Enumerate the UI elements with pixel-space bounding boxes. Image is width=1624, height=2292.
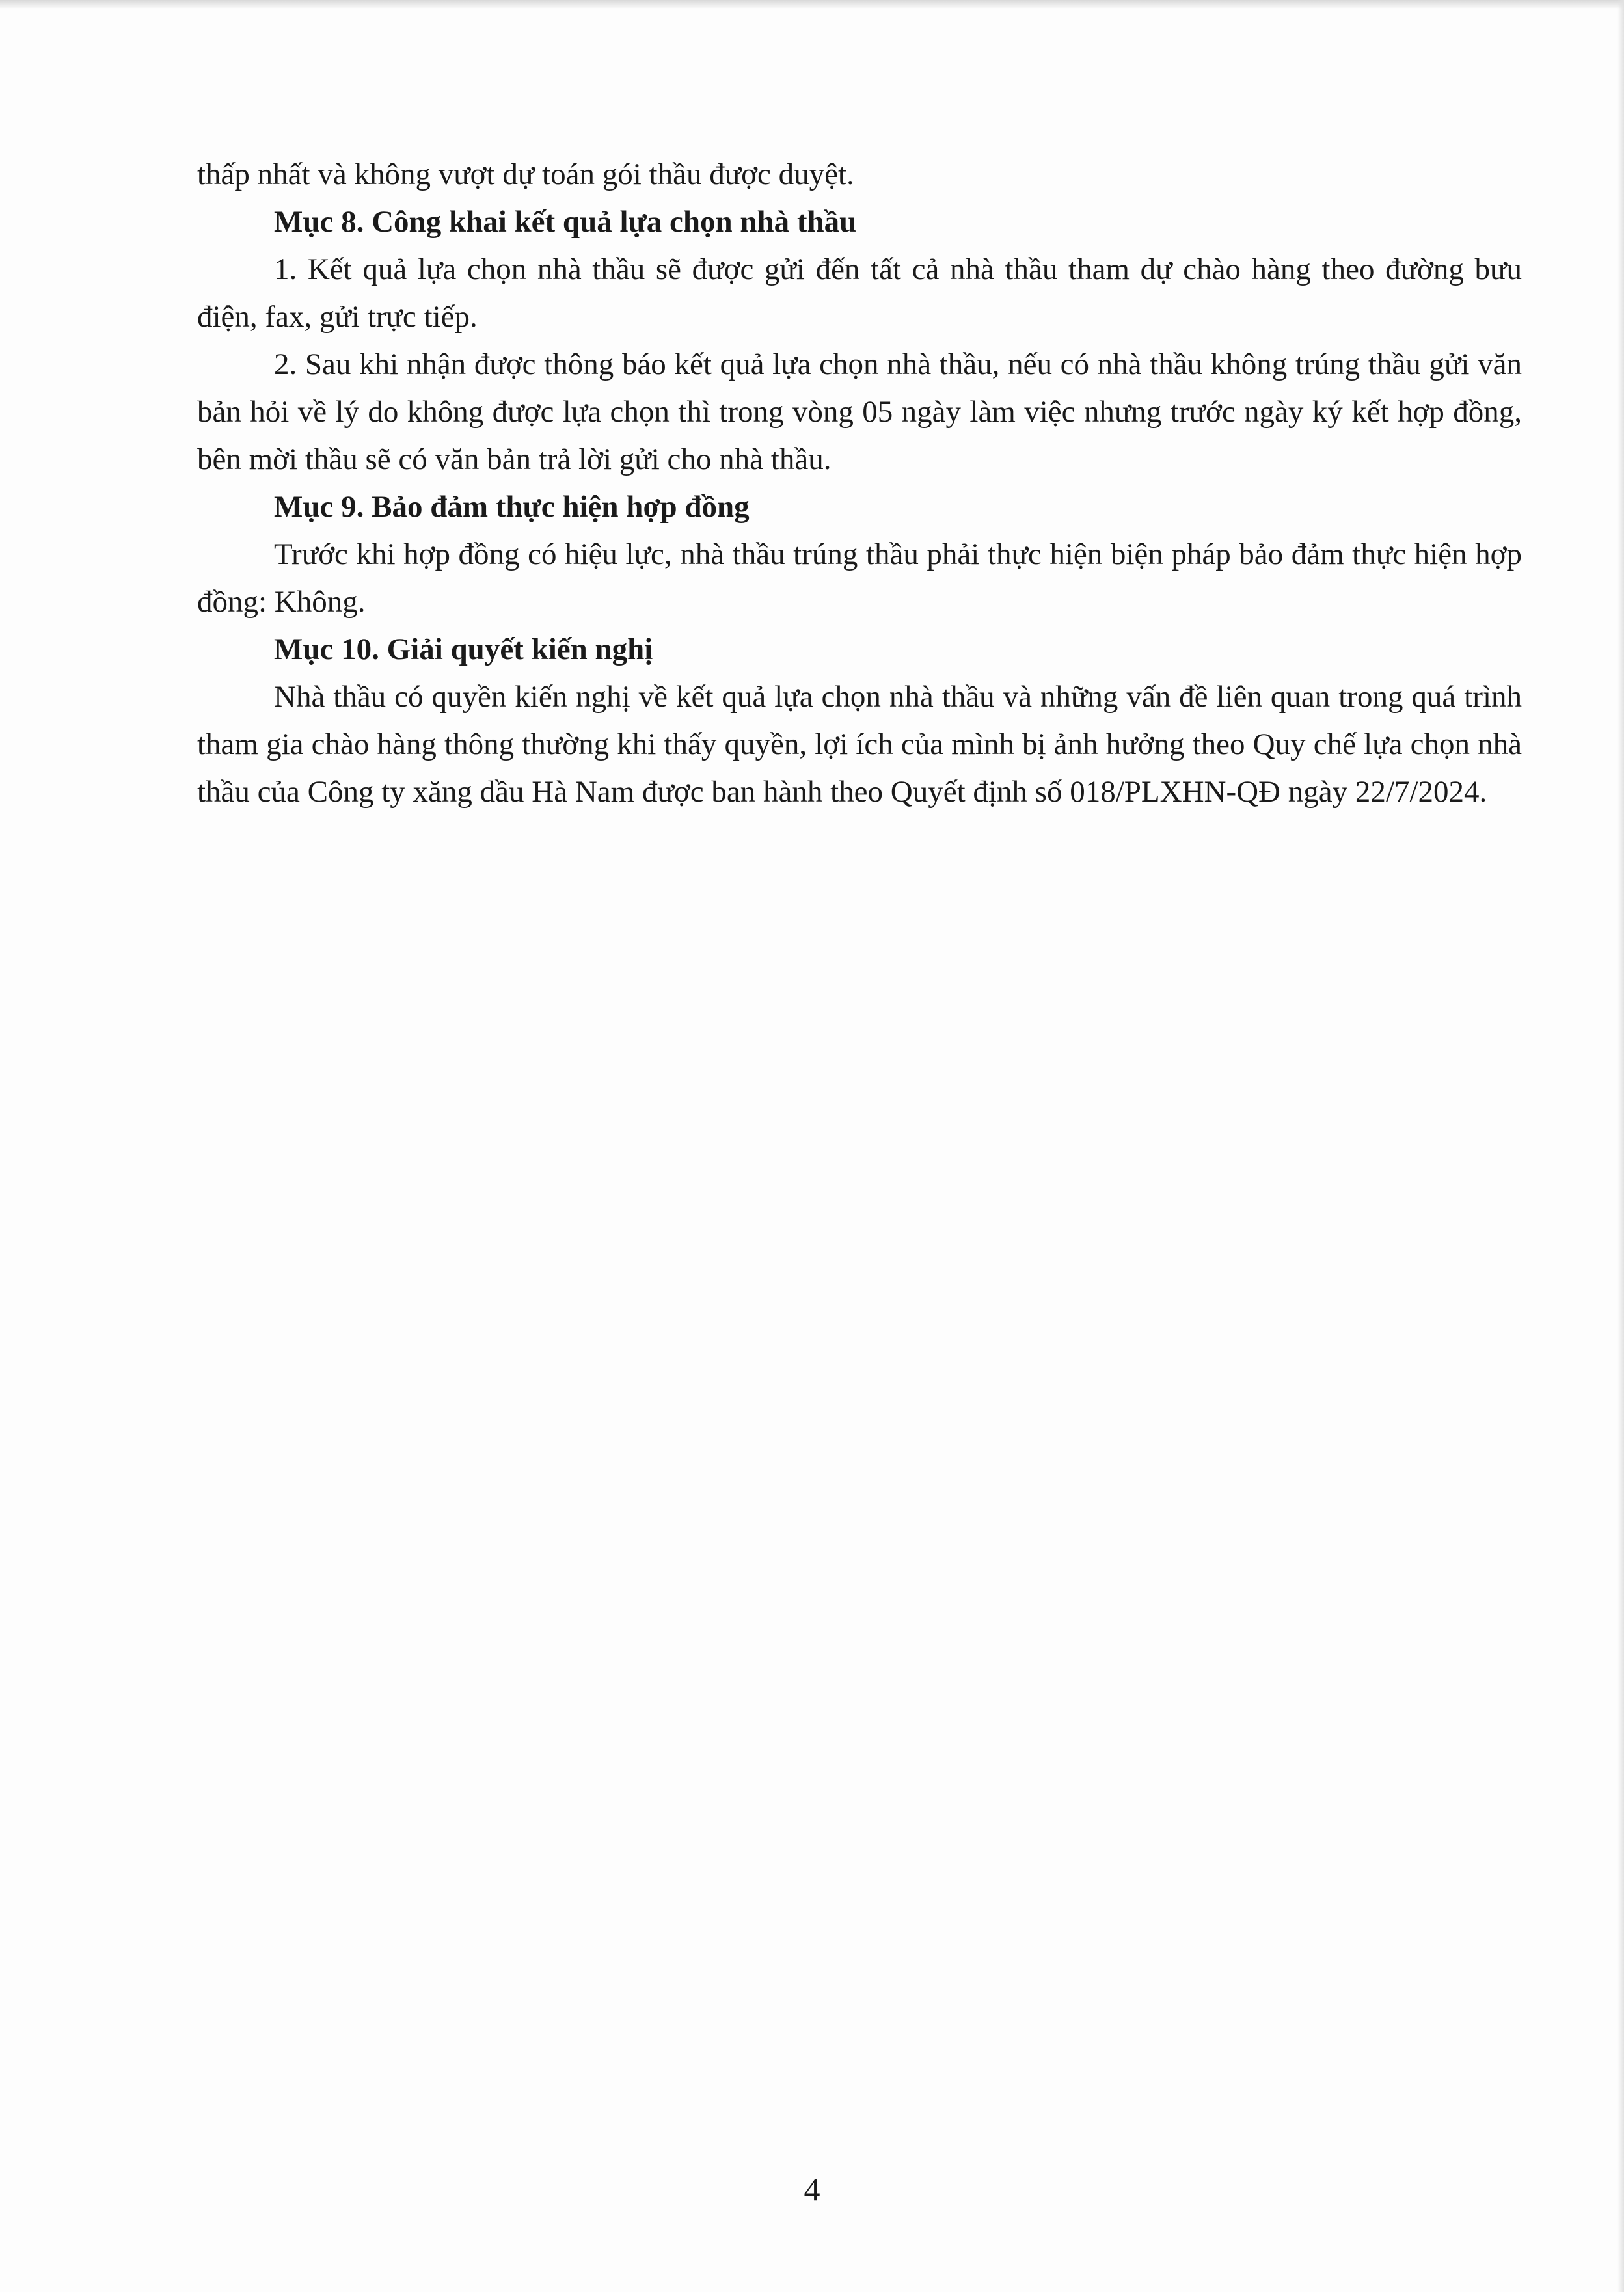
paragraph-muc-8-item-1: 1. Kết quả lựa chọn nhà thầu sẽ được gửi đến tất cả nhà thầu tham dự chào hàng theo đường bưu điện, fax, gửi trực tiếp.	[197, 252, 1522, 334]
section-heading-muc-10: Mục 10. Giải quyết kiến nghị	[274, 632, 653, 666]
scan-edge-right	[1617, 0, 1624, 2292]
paragraph-muc-8-item-2: 2. Sau khi nhận được thông báo kết quả lựa chọn nhà thầu, nếu có nhà thầu không trúng thầu gửi văn bản hỏi về lý do không được lựa chọn thì trong vòng 05 ngày làm việc nhưng trước ngày ký kết hợp đồng, bên mời thầu sẽ có văn bản trả lời gửi cho nhà thầu.	[197, 347, 1522, 476]
paragraph-continuation: thấp nhất và không vượt dự toán gói thầu được duyệt.	[197, 157, 854, 191]
section-heading-muc-9: Mục 9. Bảo đảm thực hiện hợp đồng	[274, 490, 750, 524]
scan-edge-top	[0, 0, 1624, 9]
document-body	[197, 151, 1522, 816]
paragraph-muc-9: Trước khi hợp đồng có hiệu lực, nhà thầu trúng thầu phải thực hiện biện pháp bảo đảm thực hiện hợp đồng: Không.	[197, 537, 1522, 619]
section-heading-muc-8: Mục 8. Công khai kết quả lựa chọn nhà thầu	[274, 205, 857, 239]
paragraph-muc-10: Nhà thầu có quyền kiến nghị về kết quả lựa chọn nhà thầu và những vấn đề liên quan trong quá trình tham gia chào hàng thông thường khi thấy quyền, lợi ích của mình bị ảnh hưởng theo Quy chế lựa chọn nhà thầu của Công ty xăng dầu Hà Nam được ban hành theo Quyết định số 018/PLXHN-QĐ ngày 22/7/2024.	[197, 680, 1522, 809]
page-number: 4	[804, 2171, 820, 2207]
